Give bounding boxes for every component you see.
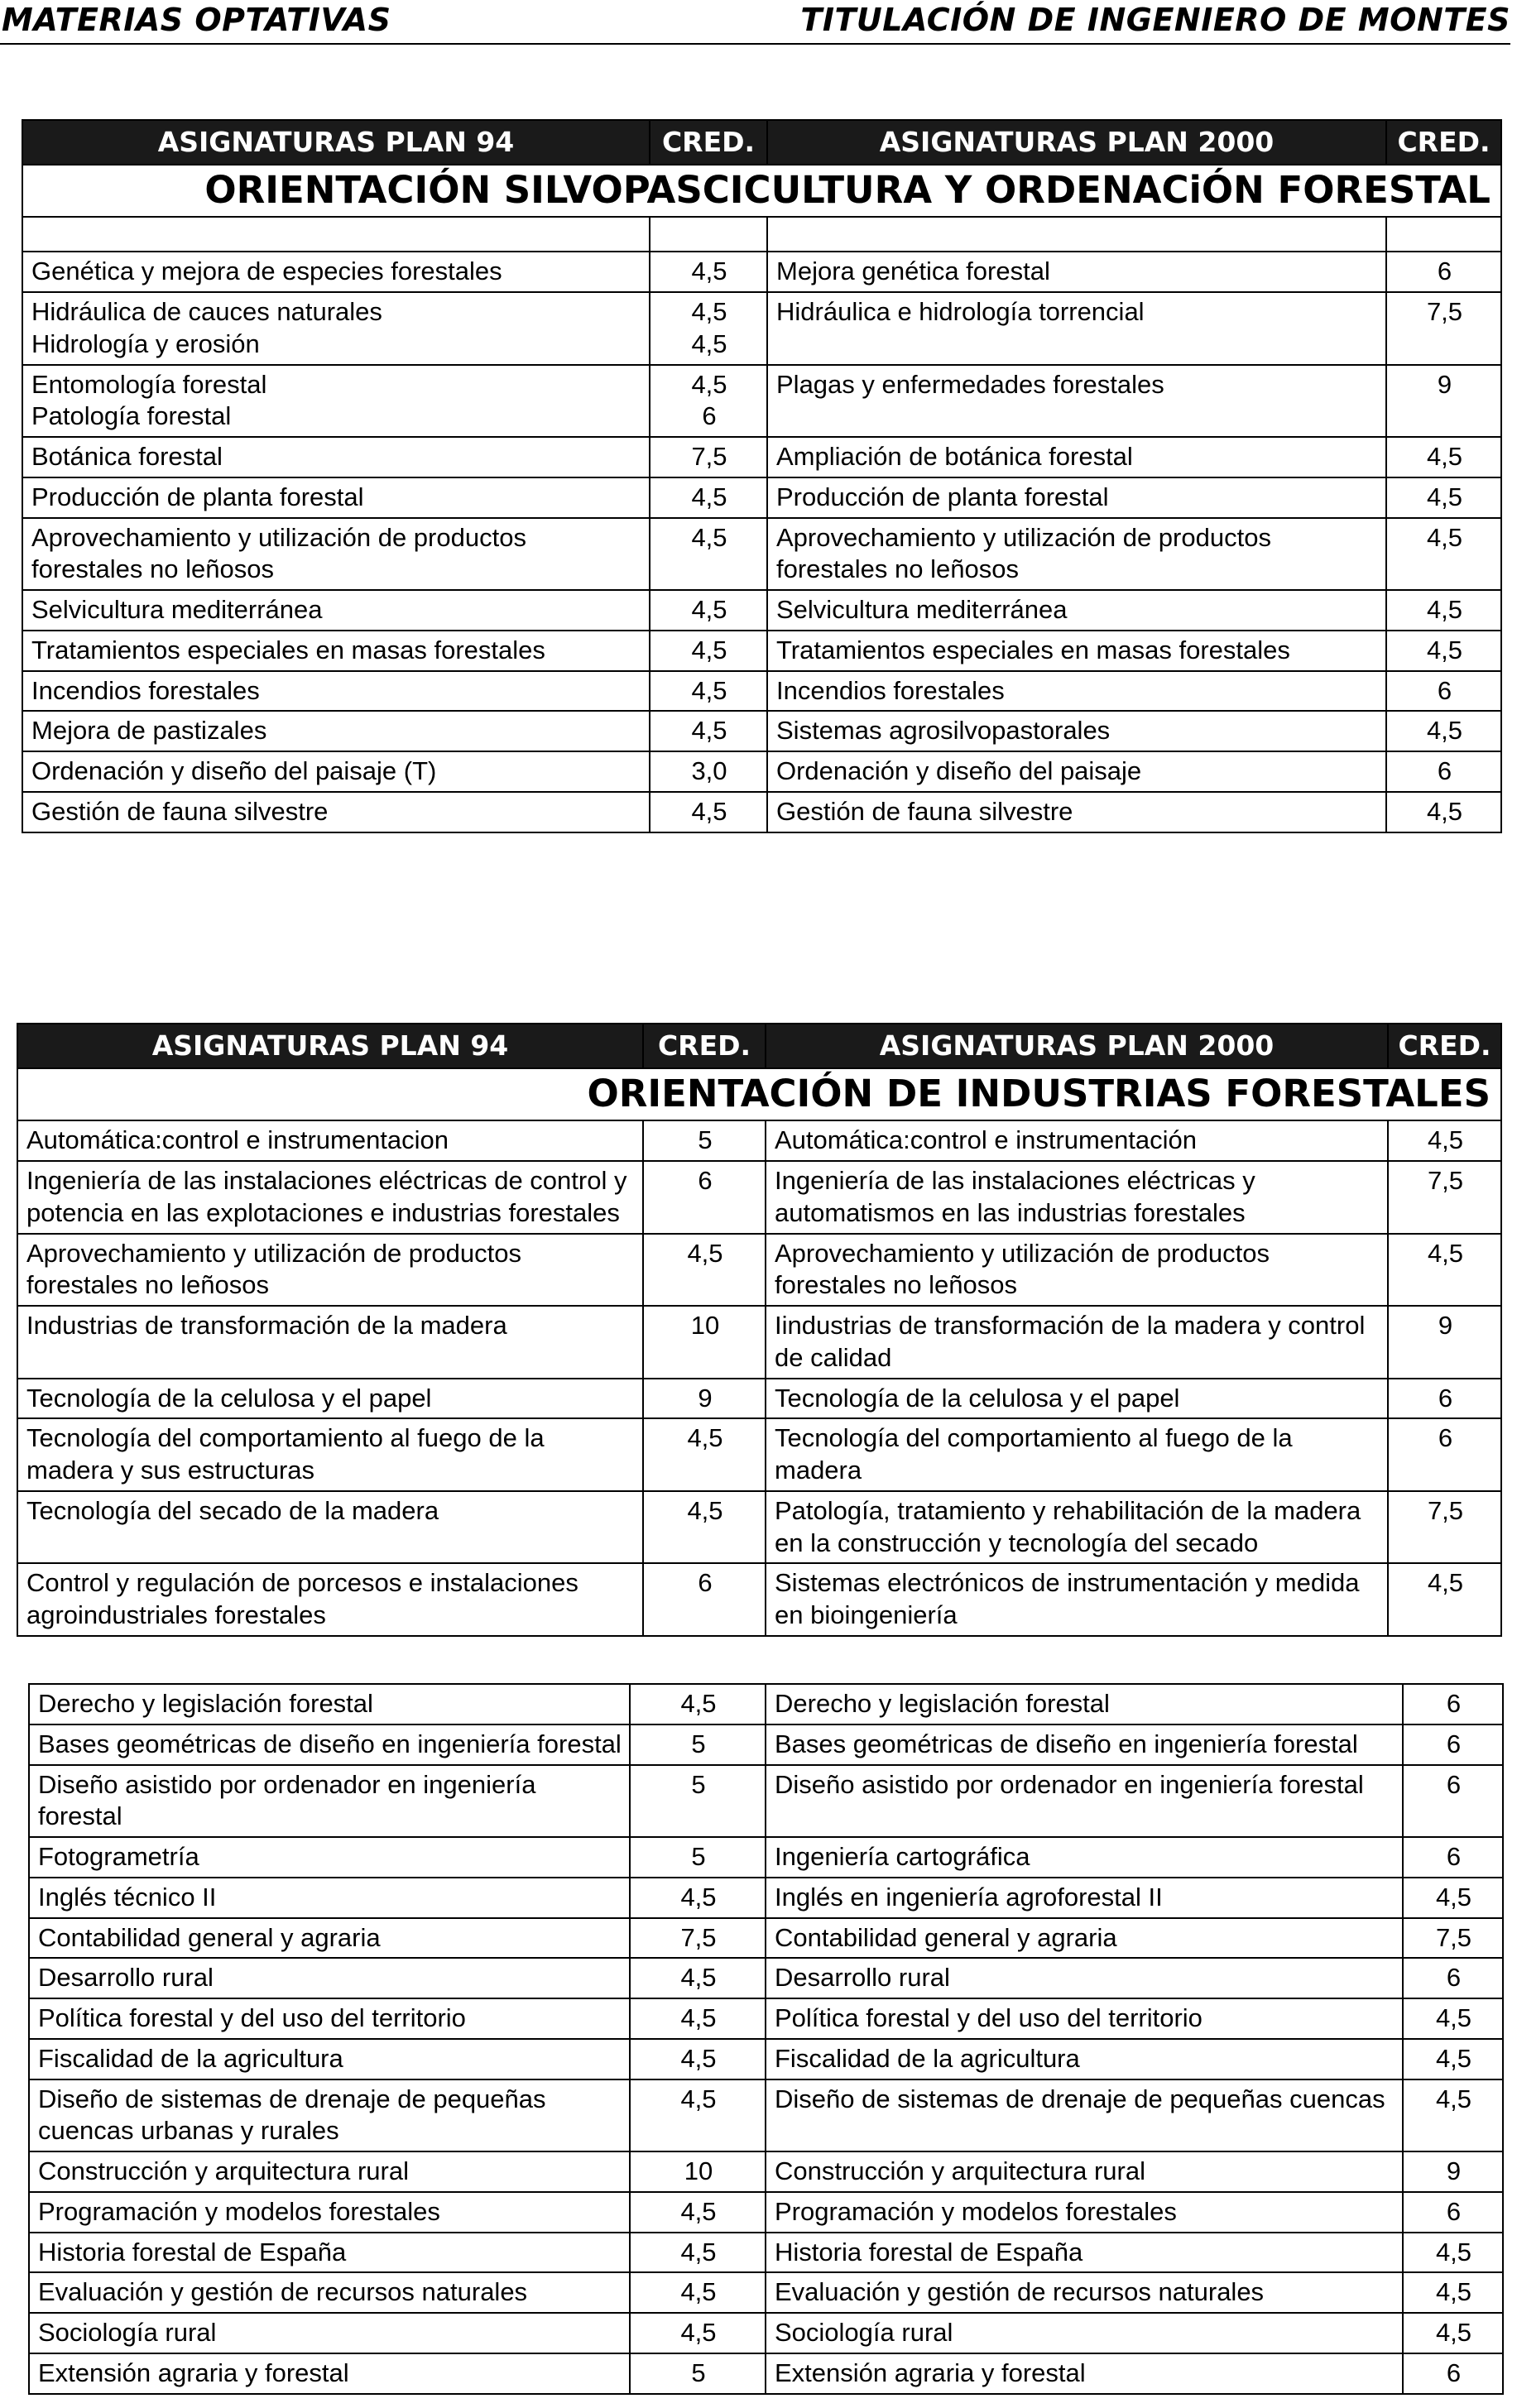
- table-row: [29, 1998, 1503, 2039]
- table-row: [29, 2039, 1503, 2079]
- credits-plan94: 9: [643, 1379, 766, 1419]
- table-row: [17, 1161, 1501, 1234]
- subject-plan2000: Patología, tratamiento y rehabilitación de la madera en la construcción y tecnología del secado: [766, 1491, 1388, 1564]
- credits-plan2000: 4,5: [1403, 1878, 1503, 1918]
- subject-plan94: Fiscalidad de la agricultura: [29, 2039, 630, 2079]
- table-row: [17, 1379, 1501, 1419]
- credits-plan2000: 6: [1388, 1379, 1501, 1419]
- credits-plan94: 5: [630, 1724, 766, 1765]
- spacer-cell: [1386, 217, 1501, 252]
- credits-plan2000: 6: [1386, 671, 1501, 712]
- subject-plan94: Tecnología del comportamiento al fuego de la madera y sus estructuras: [17, 1418, 643, 1491]
- credits-plan94: 4,5: [630, 2192, 766, 2233]
- table-row: [29, 2313, 1503, 2353]
- table-row: [17, 1234, 1501, 1307]
- subject-plan2000: Ingeniería cartográfica: [766, 1837, 1403, 1878]
- credits-plan2000: 6: [1403, 1765, 1503, 1838]
- credits-plan94: 10: [630, 2151, 766, 2192]
- subject-plan94: Bases geométricas de diseño en ingeniería forestal: [29, 1724, 630, 1765]
- credits-plan94: 4,5 6: [650, 365, 767, 438]
- credits-plan94: 4,5: [650, 671, 767, 712]
- subject-plan94: Construcción y arquitectura rural: [29, 2151, 630, 2192]
- credits-plan94: 4,5: [630, 2079, 766, 2152]
- credits-plan94: 10: [643, 1306, 766, 1379]
- subject-plan2000: Aprovechamiento y utilización de productos forestales no leñosos: [766, 1234, 1388, 1307]
- credits-plan94: 4,5: [643, 1491, 766, 1564]
- subject-plan2000: Programación y modelos forestales: [766, 2192, 1403, 2233]
- page-header-right: TITULACIÓN DE INGENIERO DE MONTES: [800, 2, 1510, 38]
- credits-plan2000: 6: [1403, 2192, 1503, 2233]
- credits-plan2000: 7,5: [1388, 1491, 1501, 1564]
- credits-plan94: 4,5: [630, 1878, 766, 1918]
- credits-plan2000: 9: [1386, 365, 1501, 438]
- table-general-optativas: [28, 1683, 1504, 2395]
- table-row: [29, 2233, 1503, 2273]
- subject-plan94: Desarrollo rural: [29, 1958, 630, 1998]
- col-header-plan94: ASIGNATURAS PLAN 94: [22, 120, 650, 165]
- credits-plan2000: 6: [1403, 1724, 1503, 1765]
- orientation-title-row: [22, 165, 1501, 218]
- subject-plan94: Incendios forestales: [22, 671, 650, 712]
- col-header-plan2000: ASIGNATURAS PLAN 2000: [766, 1024, 1388, 1068]
- credits-plan2000: 6: [1403, 2353, 1503, 2394]
- credits-plan2000: 4,5: [1403, 1998, 1503, 2039]
- subject-plan2000: Incendios forestales: [767, 671, 1386, 712]
- subject-plan2000: Plagas y enfermedades forestales: [767, 365, 1386, 438]
- credits-plan2000: 4,5: [1403, 2079, 1503, 2152]
- subject-plan94: Derecho y legislación forestal: [29, 1684, 630, 1724]
- credits-plan94: 4,5: [643, 1234, 766, 1307]
- subject-plan94: Extensión agraria y forestal: [29, 2353, 630, 2394]
- subject-plan94: Gestión de fauna silvestre: [22, 792, 650, 832]
- subject-plan2000: Bases geométricas de diseño en ingeniería forestal: [766, 1724, 1403, 1765]
- table-header-row: [17, 1024, 1501, 1068]
- subject-plan94: Genética y mejora de especies forestales: [22, 252, 650, 292]
- subject-plan94: Programación y modelos forestales: [29, 2192, 630, 2233]
- table-row: [17, 1491, 1501, 1564]
- subject-plan94: Fotogrametría: [29, 1837, 630, 1878]
- table-row: [29, 2192, 1503, 2233]
- credits-plan94: 4,5 4,5: [650, 292, 767, 365]
- table-row: [29, 1918, 1503, 1959]
- table-row: [22, 671, 1501, 712]
- credits-plan94: 4,5: [630, 2272, 766, 2313]
- subject-plan2000: Selvicultura mediterránea: [767, 590, 1386, 631]
- subject-plan2000: Hidráulica e hidrología torrencial: [767, 292, 1386, 365]
- subject-plan2000: Automática:control e instrumentación: [766, 1120, 1388, 1161]
- table-row: [29, 1684, 1503, 1724]
- table-silvopascicultura: [22, 119, 1502, 833]
- subject-plan2000: Mejora genética forestal: [767, 252, 1386, 292]
- subject-plan94: Ingeniería de las instalaciones eléctricas de control y potencia en las explotaciones e industrias forestales: [17, 1161, 643, 1234]
- subject-plan2000: Sistemas electrónicos de instrumentación y medida en bioingeniería: [766, 1563, 1388, 1636]
- credits-plan94: 5: [630, 2353, 766, 2394]
- table-row: [22, 631, 1501, 671]
- subject-plan2000: Tratamientos especiales en masas forestales: [767, 631, 1386, 671]
- credits-plan2000: 4,5: [1403, 2272, 1503, 2313]
- subject-plan94: Contabilidad general y agraria: [29, 1918, 630, 1959]
- credits-plan94: 4,5: [650, 792, 767, 832]
- col-header-plan94: ASIGNATURAS PLAN 94: [17, 1024, 643, 1068]
- subject-plan2000: Historia forestal de España: [766, 2233, 1403, 2273]
- subject-plan2000: Ampliación de botánica forestal: [767, 437, 1386, 477]
- table-row: [22, 437, 1501, 477]
- table-industrias-forestales: [17, 1023, 1502, 1637]
- table-row: [22, 365, 1501, 438]
- subject-plan2000: Sociología rural: [766, 2313, 1403, 2353]
- table-row: [29, 2079, 1503, 2152]
- subject-plan94: Historia forestal de España: [29, 2233, 630, 2273]
- subject-plan94: Sociología rural: [29, 2313, 630, 2353]
- subject-plan94: Diseño de sistemas de drenaje de pequeñas cuencas urbanas y rurales: [29, 2079, 630, 2152]
- subject-plan2000: Contabilidad general y agraria: [766, 1918, 1403, 1959]
- table-row: [22, 518, 1501, 591]
- table-row: [22, 590, 1501, 631]
- subject-plan94: Control y regulación de porcesos e instalaciones agroindustriales forestales: [17, 1563, 643, 1636]
- table-row: [22, 751, 1501, 792]
- table-row: [17, 1306, 1501, 1379]
- credits-plan94: 4,5: [630, 2233, 766, 2273]
- col-header-cred: CRED.: [1388, 1024, 1501, 1068]
- subject-plan94: Botánica forestal: [22, 437, 650, 477]
- subject-plan94: Automática:control e instrumentacion: [17, 1120, 643, 1161]
- subject-plan94: Hidráulica de cauces naturales Hidrología y erosión: [22, 292, 650, 365]
- subject-plan2000: Ingeniería de las instalaciones eléctricas y automatismos en las industrias forestales: [766, 1161, 1388, 1234]
- table-row: [29, 1837, 1503, 1878]
- credits-plan94: 7,5: [650, 437, 767, 477]
- subject-plan2000: Producción de planta forestal: [767, 477, 1386, 518]
- table-row: [29, 2151, 1503, 2192]
- credits-plan2000: 9: [1403, 2151, 1503, 2192]
- header-rule: [0, 43, 1510, 45]
- spacer-cell: [767, 217, 1386, 252]
- credits-plan94: 5: [643, 1120, 766, 1161]
- credits-plan2000: 6: [1403, 1684, 1503, 1724]
- subject-plan94: Tecnología de la celulosa y el papel: [17, 1379, 643, 1419]
- credits-plan2000: 6: [1403, 1958, 1503, 1998]
- credits-plan94: 4,5: [650, 711, 767, 751]
- col-header-plan2000: ASIGNATURAS PLAN 2000: [767, 120, 1386, 165]
- credits-plan94: 4,5: [650, 252, 767, 292]
- credits-plan94: 4,5: [630, 1958, 766, 1998]
- credits-plan2000: 4,5: [1386, 590, 1501, 631]
- orientation-title: ORIENTACIÓN SILVOPASCICULTURA Y ORDENACiÓN FORESTAL: [22, 165, 1501, 218]
- credits-plan94: 4,5: [650, 477, 767, 518]
- subject-plan2000: Aprovechamiento y utilización de productos forestales no leñosos: [767, 518, 1386, 591]
- credits-plan94: 4,5: [650, 590, 767, 631]
- credits-plan94: 6: [643, 1161, 766, 1234]
- subject-plan2000: Diseño asistido por ordenador en ingeniería forestal: [766, 1765, 1403, 1838]
- table-row: [29, 1958, 1503, 1998]
- table-row: [17, 1418, 1501, 1491]
- credits-plan2000: 4,5: [1386, 518, 1501, 591]
- credits-plan2000: 4,5: [1388, 1234, 1501, 1307]
- subject-plan94: Aprovechamiento y utilización de productos forestales no leñosos: [17, 1234, 643, 1307]
- credits-plan2000: 4,5: [1386, 477, 1501, 518]
- credits-plan2000: 4,5: [1388, 1563, 1501, 1636]
- table-row: [22, 477, 1501, 518]
- table-row: [17, 1120, 1501, 1161]
- credits-plan94: 4,5: [630, 1684, 766, 1724]
- credits-plan2000: 7,5: [1403, 1918, 1503, 1959]
- subject-plan2000: Gestión de fauna silvestre: [767, 792, 1386, 832]
- credits-plan2000: 7,5: [1386, 292, 1501, 365]
- subject-plan2000: Iindustrias de transformación de la madera y control de calidad: [766, 1306, 1388, 1379]
- subject-plan2000: Desarrollo rural: [766, 1958, 1403, 1998]
- credits-plan94: 4,5: [630, 2313, 766, 2353]
- subject-plan2000: Política forestal y del uso del territorio: [766, 1998, 1403, 2039]
- table-header-row: [22, 120, 1501, 165]
- credits-plan94: 5: [630, 1837, 766, 1878]
- subject-plan2000: Tecnología de la celulosa y el papel: [766, 1379, 1388, 1419]
- table-row: [29, 2353, 1503, 2394]
- table-row: [29, 1878, 1503, 1918]
- subject-plan94: Diseño asistido por ordenador en ingeniería forestal: [29, 1765, 630, 1838]
- subject-plan2000: Extensión agraria y forestal: [766, 2353, 1403, 2394]
- subject-plan94: Mejora de pastizales: [22, 711, 650, 751]
- orientation-title-row: [17, 1068, 1501, 1121]
- credits-plan94: 4,5: [643, 1418, 766, 1491]
- credits-plan2000: 4,5: [1386, 437, 1501, 477]
- table-row: [22, 711, 1501, 751]
- credits-plan2000: 4,5: [1386, 792, 1501, 832]
- credits-plan2000: 4,5: [1386, 631, 1501, 671]
- credits-plan94: 5: [630, 1765, 766, 1838]
- subject-plan2000: Fiscalidad de la agricultura: [766, 2039, 1403, 2079]
- subject-plan2000: Diseño de sistemas de drenaje de pequeñas cuencas: [766, 2079, 1403, 2152]
- subject-plan2000: Derecho y legislación forestal: [766, 1684, 1403, 1724]
- spacer-cell: [650, 217, 767, 252]
- spacer-row: [22, 217, 1501, 252]
- credits-plan94: 4,5: [630, 2039, 766, 2079]
- subject-plan2000: Evaluación y gestión de recursos naturales: [766, 2272, 1403, 2313]
- subject-plan94: Política forestal y del uso del territorio: [29, 1998, 630, 2039]
- col-header-cred: CRED.: [1386, 120, 1501, 165]
- credits-plan2000: 4,5: [1386, 711, 1501, 751]
- table-row: [22, 792, 1501, 832]
- orientation-title: ORIENTACIÓN DE INDUSTRIAS FORESTALES: [17, 1068, 1501, 1121]
- subject-plan2000: Construcción y arquitectura rural: [766, 2151, 1403, 2192]
- subject-plan2000: Sistemas agrosilvopastorales: [767, 711, 1386, 751]
- credits-plan94: 6: [643, 1563, 766, 1636]
- table-row: [29, 1765, 1503, 1838]
- credits-plan2000: 9: [1388, 1306, 1501, 1379]
- credits-plan2000: 6: [1386, 252, 1501, 292]
- credits-plan94: 4,5: [650, 518, 767, 591]
- credits-plan94: 3,0: [650, 751, 767, 792]
- subject-plan94: Producción de planta forestal: [22, 477, 650, 518]
- credits-plan94: 7,5: [630, 1918, 766, 1959]
- page-header-left: MATERIAS OPTATIVAS: [2, 2, 391, 38]
- subject-plan2000: Ordenación y diseño del paisaje: [767, 751, 1386, 792]
- table-row: [29, 2272, 1503, 2313]
- subject-plan2000: Tecnología del comportamiento al fuego de la madera: [766, 1418, 1388, 1491]
- credits-plan2000: 4,5: [1403, 2313, 1503, 2353]
- subject-plan94: Selvicultura mediterránea: [22, 590, 650, 631]
- table-row: [22, 292, 1501, 365]
- subject-plan94: Industrias de transformación de la madera: [17, 1306, 643, 1379]
- subject-plan94: Tratamientos especiales en masas forestales: [22, 631, 650, 671]
- subject-plan94: Entomología forestal Patología forestal: [22, 365, 650, 438]
- credits-plan2000: 6: [1386, 751, 1501, 792]
- col-header-cred: CRED.: [650, 120, 767, 165]
- subject-plan94: Ordenación y diseño del paisaje (T): [22, 751, 650, 792]
- credits-plan2000: 4,5: [1403, 2233, 1503, 2273]
- spacer-cell: [22, 217, 650, 252]
- credits-plan94: 4,5: [650, 631, 767, 671]
- subject-plan94: Aprovechamiento y utilización de productos forestales no leñosos: [22, 518, 650, 591]
- subject-plan94: Evaluación y gestión de recursos naturales: [29, 2272, 630, 2313]
- credits-plan2000: 6: [1388, 1418, 1501, 1491]
- table-row: [17, 1563, 1501, 1636]
- col-header-cred: CRED.: [643, 1024, 766, 1068]
- subject-plan94: Inglés técnico II: [29, 1878, 630, 1918]
- credits-plan2000: 6: [1403, 1837, 1503, 1878]
- credits-plan2000: 4,5: [1388, 1120, 1501, 1161]
- subject-plan2000: Inglés en ingeniería agroforestal II: [766, 1878, 1403, 1918]
- table-row: [22, 252, 1501, 292]
- table-row: [29, 1724, 1503, 1765]
- credits-plan2000: 7,5: [1388, 1161, 1501, 1234]
- subject-plan94: Tecnología del secado de la madera: [17, 1491, 643, 1564]
- credits-plan2000: 4,5: [1403, 2039, 1503, 2079]
- credits-plan94: 4,5: [630, 1998, 766, 2039]
